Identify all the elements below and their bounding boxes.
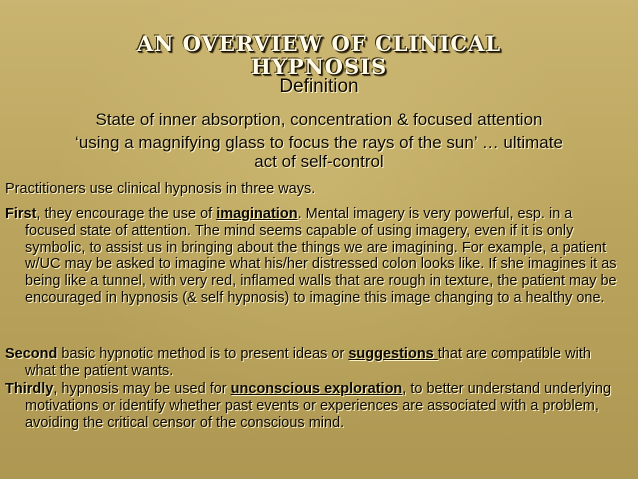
second-method-paragraph	[5, 346, 625, 380]
intro-text: Practitioners use clinical hypnosis in three ways.	[5, 181, 316, 197]
unconscious-exploration-term: unconscious exploration	[230, 381, 403, 397]
slide-title-line-1: AN OVERVIEW OF CLINICAL	[136, 31, 502, 56]
third-keyword: Thirdly	[5, 381, 54, 397]
second-keyword: Second	[5, 346, 58, 362]
second-text-b: that are compatible with what the patient wants.	[25, 346, 591, 379]
first-method-paragraph	[5, 206, 625, 307]
suggestions-term: suggestions	[348, 346, 438, 362]
definition-line-2: ‘using a magnifying glass to focus the rays of the sun’ … ultimate	[75, 133, 563, 152]
third-text-a: , hypnosis may be used for	[53, 381, 231, 397]
imagination-term: imagination	[216, 206, 298, 222]
first-text-a: , they encourage the use of	[36, 206, 217, 222]
third-text-b: , to better understand underlying motivations or identify whether past events or experiences are associated with a problem, avoiding the critical censor of the conscious mind.	[25, 381, 612, 431]
definition-line-1: State of inner absorption, concentration & focused attention	[95, 110, 543, 129]
first-keyword: First	[5, 206, 37, 222]
definition-heading: Definition	[279, 76, 359, 97]
first-text-b: . Mental imagery is very powerful, esp. in a focused state of attention. The mind seems capable of using imagery, even if it is only symbolic, to assist us in bringing about the things we are imagining. For example, a patient w/UC may be asked to imagine what his/her distressed colon looks like. If she imagines it as being like a tunnel, with very red, inflamed walls that are rough in texture, the patient may be encouraged in hypnosis (& self hypnosis) to imagine this image changing to a healthy one.	[25, 206, 617, 306]
definition-line-3: act of self-control	[254, 152, 384, 171]
third-method-paragraph	[5, 381, 625, 431]
slide-title-line-2: HYPNOSIS	[250, 54, 388, 79]
second-text-a: basic hypnotic method is to present ideas or	[57, 346, 349, 362]
